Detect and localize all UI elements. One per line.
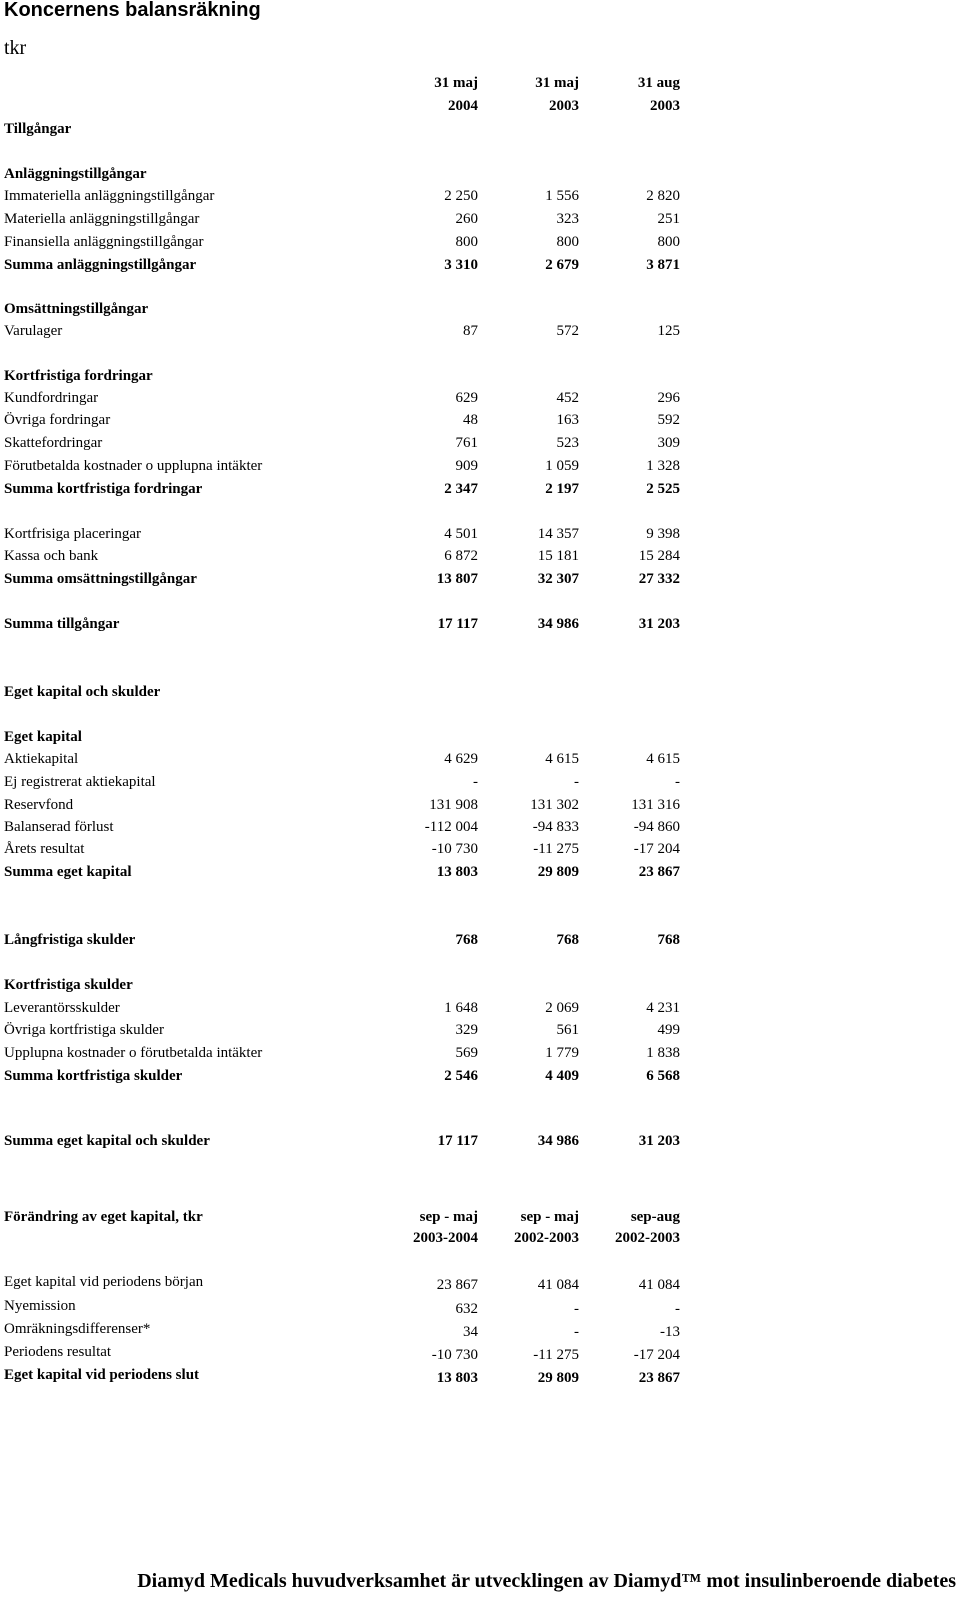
table-row: [4, 1043, 684, 1063]
table-row: [4, 682, 684, 702]
row-label: Reservfond: [4, 797, 74, 813]
row-label: Varulager: [4, 323, 63, 339]
row-value: 768: [455, 932, 478, 948]
row-value: 23 867: [638, 1370, 680, 1386]
row-value: 32 307: [537, 571, 579, 587]
column-header: 2002-2003: [615, 1230, 680, 1246]
row-value: 629: [455, 390, 478, 406]
row-label: Leverantörsskulder: [4, 1000, 120, 1016]
row-label: Balanserad förlust: [4, 819, 114, 835]
row-value: 131 316: [631, 797, 680, 813]
row-value: 13 803: [436, 1370, 478, 1386]
row-value: 9 398: [646, 526, 680, 542]
table-row: [4, 772, 684, 792]
row-value: 131 302: [530, 797, 579, 813]
row-value: 3 310: [444, 257, 478, 273]
row-label: Långfristiga skulder: [4, 932, 136, 948]
row-label: Aktiekapital: [4, 751, 79, 767]
table-row: [4, 1272, 684, 1292]
table-row: [4, 930, 684, 950]
row-value: 41 084: [537, 1277, 579, 1293]
row-value: 761: [455, 435, 478, 451]
row-value: 296: [657, 390, 680, 406]
table-row: [4, 1020, 684, 1040]
table-row: [4, 975, 684, 995]
table-row: [4, 998, 684, 1018]
table-row: [4, 727, 684, 747]
row-value: 800: [657, 234, 680, 250]
row-value: 4 629: [444, 751, 478, 767]
row-label: Finansiella anläggningstillgångar: [4, 234, 204, 250]
column-header-row: [4, 96, 684, 116]
row-value: -13: [660, 1324, 680, 1340]
row-value: 15 181: [537, 548, 579, 564]
row-label: Omsättningstillgångar: [4, 301, 149, 317]
table-row: [4, 1319, 684, 1339]
row-value: 2 197: [545, 481, 579, 497]
table-row: [4, 749, 684, 769]
row-value: -17 204: [633, 841, 680, 857]
row-label: Periodens resultat: [4, 1344, 112, 1360]
row-value: 909: [455, 458, 478, 474]
table-row: [4, 1066, 684, 1086]
row-label: Summa kortfristiga fordringar: [4, 481, 203, 497]
table-row: [4, 817, 684, 837]
row-value: 4 231: [646, 1000, 680, 1016]
row-value: 34 986: [537, 1133, 579, 1149]
row-value: -: [675, 774, 680, 790]
row-value: 768: [556, 932, 579, 948]
table-row: [4, 1342, 684, 1362]
row-value: 2 820: [646, 188, 680, 204]
row-value: 4 501: [444, 526, 478, 542]
row-value: -94 860: [633, 819, 680, 835]
column-header: 2003: [650, 98, 680, 114]
table-row: [4, 410, 684, 430]
row-value: 4 615: [545, 751, 579, 767]
table-row: [4, 209, 684, 229]
row-label: Förutbetalda kostnader o upplupna intäkter: [4, 458, 263, 474]
row-value: -: [574, 1324, 579, 1340]
table-row: [4, 186, 684, 206]
row-value: 569: [455, 1045, 478, 1061]
unit-label: tkr: [4, 37, 27, 59]
column-header: 2004: [448, 98, 478, 114]
row-value: 6 568: [646, 1068, 680, 1084]
table-row: [4, 569, 684, 589]
row-value: 499: [657, 1022, 680, 1038]
row-value: -10 730: [431, 1347, 478, 1363]
row-value: 17 117: [437, 616, 478, 632]
column-header: sep - maj: [419, 1209, 478, 1225]
row-value: 23 867: [436, 1277, 478, 1293]
column-header: 31 maj: [434, 75, 478, 91]
row-label: Tillgångar: [4, 121, 72, 137]
column-header-row: [4, 1207, 684, 1227]
row-label: Skattefordringar: [4, 435, 103, 451]
row-label: Anläggningstillgångar: [4, 166, 147, 182]
row-value: 41 084: [638, 1277, 680, 1293]
row-label: Kortfristiga fordringar: [4, 368, 153, 384]
row-value: -11 275: [533, 841, 579, 857]
row-value: 15 284: [638, 548, 680, 564]
row-value: 125: [657, 323, 680, 339]
column-header: 2003-2004: [413, 1230, 478, 1246]
row-value: 2 679: [545, 257, 579, 273]
row-value: 31 203: [638, 616, 680, 632]
column-header: sep-aug: [630, 1209, 680, 1225]
column-header: sep - maj: [520, 1209, 579, 1225]
row-label: Materiella anläggningstillgångar: [4, 211, 200, 227]
row-value: -: [675, 1301, 680, 1317]
row-value: 34 986: [537, 616, 579, 632]
row-label: Eget kapital vid periodens slut: [4, 1367, 200, 1383]
row-label: Summa anläggningstillgångar: [4, 257, 197, 273]
table-row: [4, 1296, 684, 1316]
row-label: Kundfordringar: [4, 390, 99, 406]
row-value: 13 803: [436, 864, 478, 880]
table-row: [4, 862, 684, 882]
table-row: [4, 255, 684, 275]
row-value: 4 615: [646, 751, 680, 767]
row-value: 31 203: [638, 1133, 680, 1149]
row-value: 323: [556, 211, 579, 227]
row-value: 1 059: [545, 458, 579, 474]
table-row: [4, 388, 684, 408]
footer-text: Diamyd Medicals huvudverksamhet är utvecklingen av Diamyd™ mot insulinberoende diabetes: [137, 1570, 956, 1592]
row-value: -11 275: [533, 1347, 579, 1363]
row-value: 6 872: [444, 548, 478, 564]
row-label: Summa eget kapital och skulder: [4, 1133, 210, 1149]
column-header-row: [4, 73, 684, 93]
column-header: 31 aug: [637, 75, 680, 91]
table-row: [4, 1131, 684, 1151]
table-row: [4, 321, 684, 341]
row-label: Eget kapital vid periodens början: [4, 1274, 204, 1290]
row-label: Immateriella anläggningstillgångar: [4, 188, 215, 204]
page-title: Koncernens balansräkning: [4, 0, 261, 21]
row-value: 452: [556, 390, 579, 406]
column-header: 2002-2003: [514, 1230, 579, 1246]
table-row: [4, 164, 684, 184]
row-value: 13 807: [436, 571, 478, 587]
row-label: Eget kapital: [4, 729, 82, 745]
row-label: Kortfristiga skulder: [4, 977, 133, 993]
row-value: 2 250: [444, 188, 478, 204]
table-row: [4, 299, 684, 319]
row-label: Övriga kortfristiga skulder: [4, 1022, 164, 1038]
row-value: 14 357: [537, 526, 579, 542]
table-row: [4, 232, 684, 252]
row-value: -: [574, 1301, 579, 1317]
table-row: [4, 479, 684, 499]
row-value: -: [574, 774, 579, 790]
row-value: 561: [556, 1022, 579, 1038]
row-value: 260: [455, 211, 478, 227]
row-value: 632: [455, 1301, 478, 1317]
row-label: Förändring av eget kapital, tkr: [4, 1209, 203, 1225]
table-row: [4, 839, 684, 859]
row-value: 251: [657, 211, 680, 227]
row-label: Ej registrerat aktiekapital: [4, 774, 156, 790]
row-label: Summa omsättningstillgångar: [4, 571, 197, 587]
row-label: Kassa och bank: [4, 548, 99, 564]
row-label: Årets resultat: [4, 841, 85, 857]
table-row: [4, 1365, 684, 1385]
row-value: 87: [463, 323, 478, 339]
column-header: 31 maj: [535, 75, 579, 91]
row-value: 2 347: [444, 481, 478, 497]
row-value: 768: [657, 932, 680, 948]
row-value: 4 409: [545, 1068, 579, 1084]
row-value: -: [473, 774, 478, 790]
row-value: 800: [556, 234, 579, 250]
row-value: 800: [455, 234, 478, 250]
row-value: 23 867: [638, 864, 680, 880]
row-value: 309: [657, 435, 680, 451]
row-value: 29 809: [537, 864, 579, 880]
row-value: 27 332: [638, 571, 680, 587]
row-value: -17 204: [633, 1347, 680, 1363]
row-label: Övriga fordringar: [4, 412, 111, 428]
row-value: 1 779: [545, 1045, 579, 1061]
row-value: 1 648: [444, 1000, 478, 1016]
row-value: 2 525: [646, 481, 680, 497]
table-row: [4, 119, 684, 139]
table-row: [4, 433, 684, 453]
table-row: [4, 614, 684, 634]
row-label: Kortfrisiga placeringar: [4, 526, 142, 542]
row-label: Upplupna kostnader o förutbetalda intäkter: [4, 1045, 263, 1061]
row-value: 2 546: [444, 1068, 478, 1084]
row-label: Summa kortfristiga skulder: [4, 1068, 183, 1084]
column-header-row: [4, 1228, 684, 1248]
row-value: 572: [556, 323, 579, 339]
row-value: -94 833: [532, 819, 579, 835]
row-value: 17 117: [437, 1133, 478, 1149]
table-row: [4, 524, 684, 544]
row-value: 29 809: [537, 1370, 579, 1386]
row-value: 329: [455, 1022, 478, 1038]
row-value: 163: [556, 412, 579, 428]
table-row: [4, 366, 684, 386]
row-value: 34: [463, 1324, 478, 1340]
row-value: 131 908: [429, 797, 478, 813]
row-value: 1 328: [646, 458, 680, 474]
table-row: [4, 546, 684, 566]
row-value: 592: [657, 412, 680, 428]
row-value: 1 838: [646, 1045, 680, 1061]
row-label: Eget kapital och skulder: [4, 684, 161, 700]
row-value: 1 556: [545, 188, 579, 204]
row-label: Omräkningsdifferenser*: [4, 1321, 151, 1337]
row-value: -10 730: [431, 841, 478, 857]
column-header: 2003: [549, 98, 579, 114]
row-value: 523: [556, 435, 579, 451]
table-row: [4, 795, 684, 815]
row-label: Nyemission: [4, 1298, 76, 1314]
row-value: -112 004: [424, 819, 478, 835]
row-label: Summa tillgångar: [4, 616, 120, 632]
table-row: [4, 456, 684, 476]
row-value: 2 069: [545, 1000, 579, 1016]
row-value: 48: [463, 412, 478, 428]
row-label: Summa eget kapital: [4, 864, 132, 880]
row-value: 3 871: [646, 257, 680, 273]
